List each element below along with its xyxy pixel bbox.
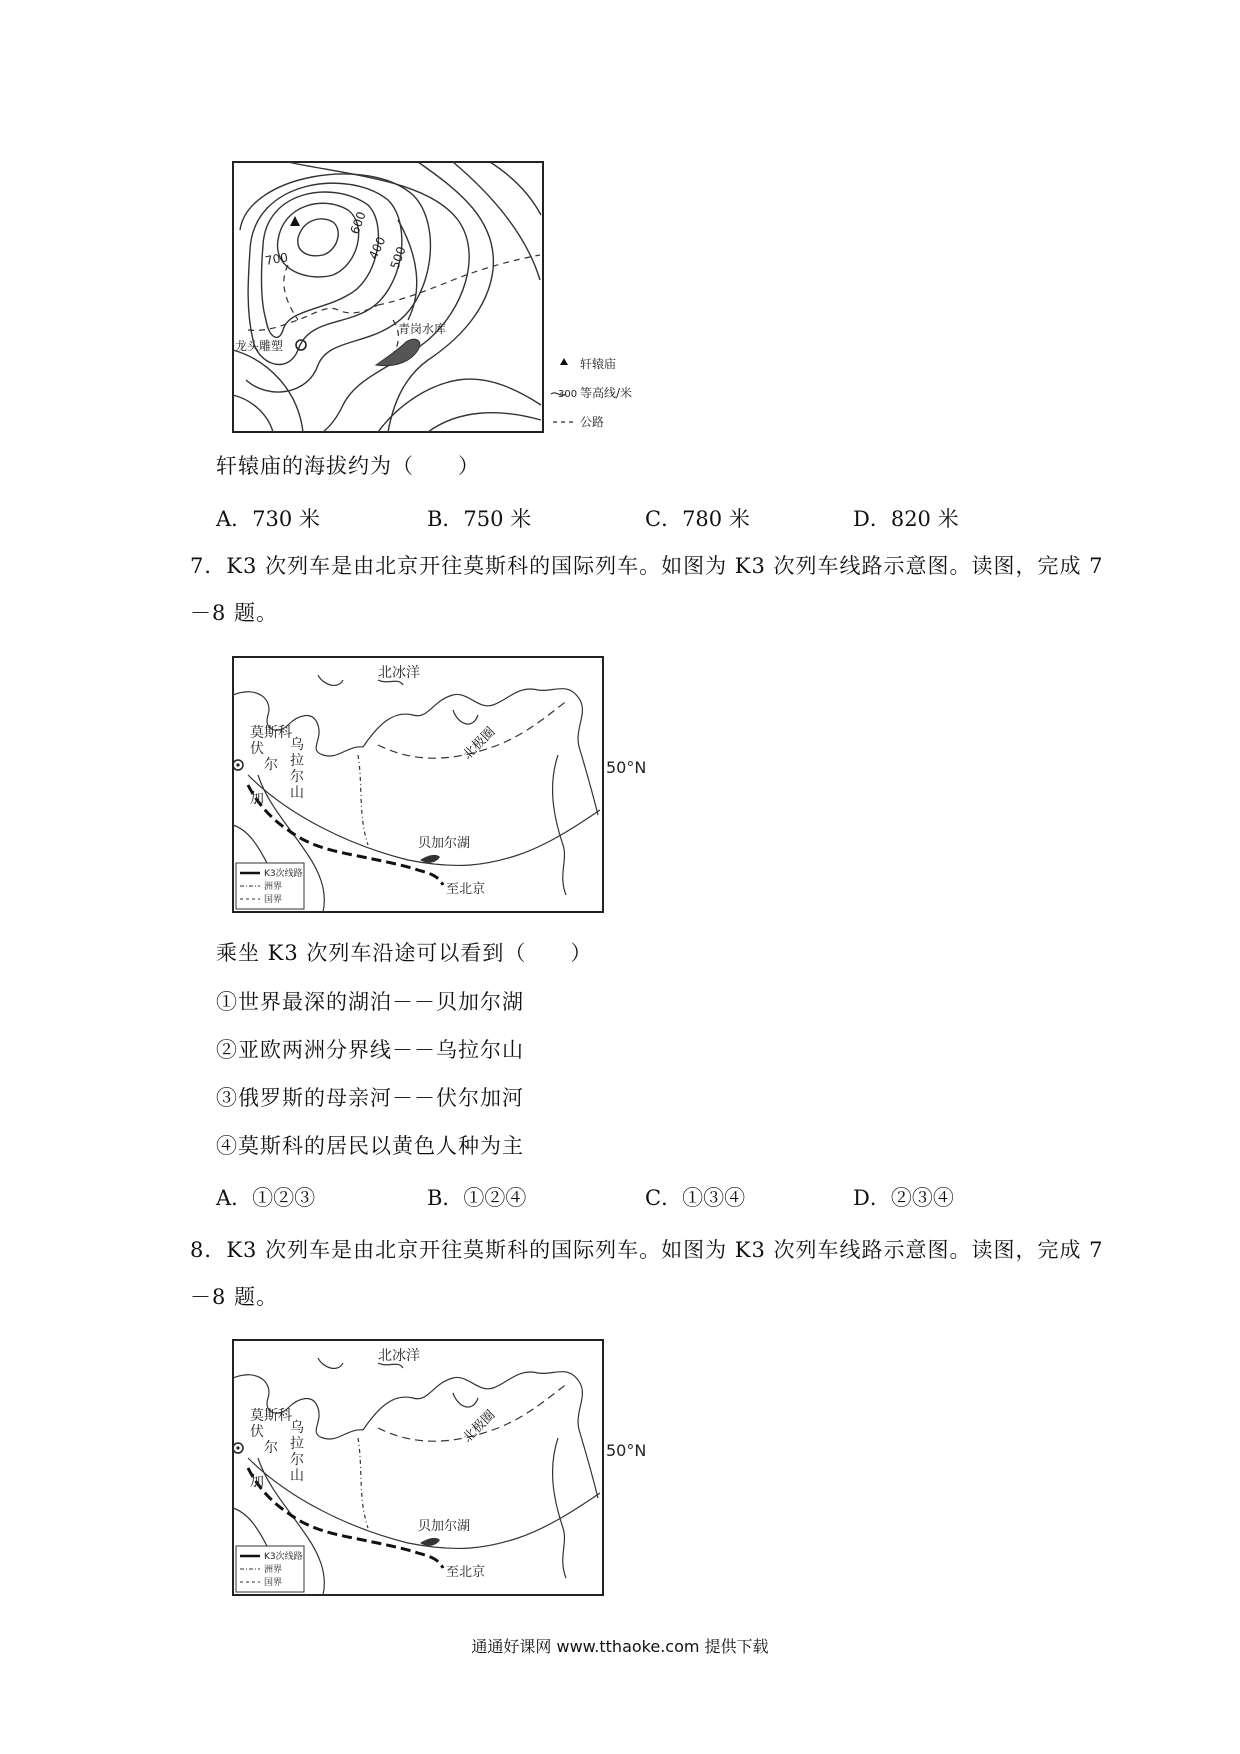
arctic-circle-label: 北极圈 (460, 724, 499, 763)
legend-contour-value: 300 (558, 389, 578, 400)
ural-char-1: 乌 (290, 1420, 304, 1436)
lat-label: 50°N (606, 758, 647, 777)
page-footer: 通通好课网 www.tthaoke.com 提供下载 (471, 1637, 769, 1656)
q7-statement-2: ②亚欧两洲分界线－－乌拉尔山 (216, 1038, 524, 1062)
q8-intro-line1: 8．K3 次列车是由北京开往莫斯科的国际列车。如图为 K3 次列车线路示意图。读图，完成 7 (190, 1238, 1104, 1262)
legend-continent-label: 洲界 (264, 882, 283, 892)
ural-char-1: 乌 (290, 737, 304, 753)
topo-legend (551, 356, 632, 429)
legend-border-label: 国界 (264, 1578, 283, 1588)
ocean-label: 北冰洋 (378, 665, 420, 681)
route-legend (236, 1546, 304, 1592)
q7-question: 乘坐 K3 次列车沿途可以看到（ ） (216, 941, 593, 965)
contour-label-600: 600 (347, 209, 369, 237)
legend-route-label: K3次线路 (264, 869, 303, 879)
ural-char-2: 拉 (290, 1436, 304, 1452)
dragon-statue-label: 龙头雕塑 (235, 339, 284, 353)
ocean-label: 北冰洋 (378, 1348, 420, 1364)
contour-label-500: 500 (387, 244, 409, 272)
legend-road-label: 公路 (580, 415, 605, 429)
q6-option-d: D．820 米 (853, 507, 959, 531)
q7-statement-1: ①世界最深的湖泊－－贝加尔湖 (216, 990, 524, 1014)
q6-option-b: B．750 米 (427, 507, 532, 531)
ural-char-4: 山 (290, 1468, 304, 1484)
volga-char-1: 伏 (250, 741, 264, 757)
route-legend (236, 863, 304, 909)
ural-char-4: 山 (290, 785, 304, 801)
q6-question: 轩辕庙的海拔约为（ ） (216, 454, 480, 478)
volga-char-2: 尔 (264, 757, 278, 773)
contour-label-700: 700 (264, 250, 290, 268)
route-map-q7 (228, 655, 668, 915)
legend-continent-label: 洲界 (264, 1565, 283, 1575)
baikal-label: 贝加尔湖 (418, 836, 471, 851)
baikal-label: 贝加尔湖 (418, 1519, 471, 1534)
moscow-label: 莫斯科 (250, 725, 292, 741)
reservoir-label: 青岗水库 (398, 322, 447, 336)
route-map-q8 (228, 1338, 668, 1598)
legend-contour-label: 等高线/米 (580, 386, 633, 400)
legend-peak-label: 轩辕庙 (580, 357, 617, 371)
q7-intro-line1: 7．K3 次列车是由北京开往莫斯科的国际列车。如图为 K3 次列车线路示意图。读图，完成 7 (190, 554, 1104, 578)
q7-statement-3: ③俄罗斯的母亲河－－伏尔加河 (216, 1086, 524, 1110)
q6-option-a: A．730 米 (216, 507, 320, 531)
lat-label: 50°N (606, 1441, 647, 1460)
moscow-label: 莫斯科 (250, 1408, 292, 1424)
q7-intro-line2: －8 题。 (190, 601, 279, 625)
arctic-circle-label: 北极圈 (460, 1407, 499, 1446)
q7-statement-4: ④莫斯科的居民以黄色人种为主 (216, 1134, 524, 1158)
contour-label-400: 400 (366, 234, 389, 262)
volga-char-2: 尔 (264, 1440, 278, 1456)
ural-char-3: 尔 (290, 1452, 304, 1468)
q7-option-c: C．①③④ (645, 1186, 746, 1210)
ural-char-2: 拉 (290, 753, 304, 769)
volga-char-1: 伏 (250, 1424, 264, 1440)
legend-border-label: 国界 (264, 895, 283, 905)
q6-option-c: C．780 米 (645, 507, 750, 531)
topographic-map (228, 160, 688, 435)
q7-option-d: D．②③④ (853, 1186, 954, 1210)
q7-option-b: B．①②④ (427, 1186, 527, 1210)
q8-intro-line2: －8 题。 (190, 1285, 279, 1309)
q7-option-a: A．①②③ (216, 1186, 316, 1210)
volga-char-3: 加 (250, 1474, 264, 1490)
volga-char-3: 加 (250, 791, 264, 807)
to-beijing-label: 至北京 (446, 1565, 486, 1580)
legend-route-label: K3次线路 (264, 1552, 303, 1562)
ural-char-3: 尔 (290, 769, 304, 785)
to-beijing-label: 至北京 (446, 882, 486, 897)
